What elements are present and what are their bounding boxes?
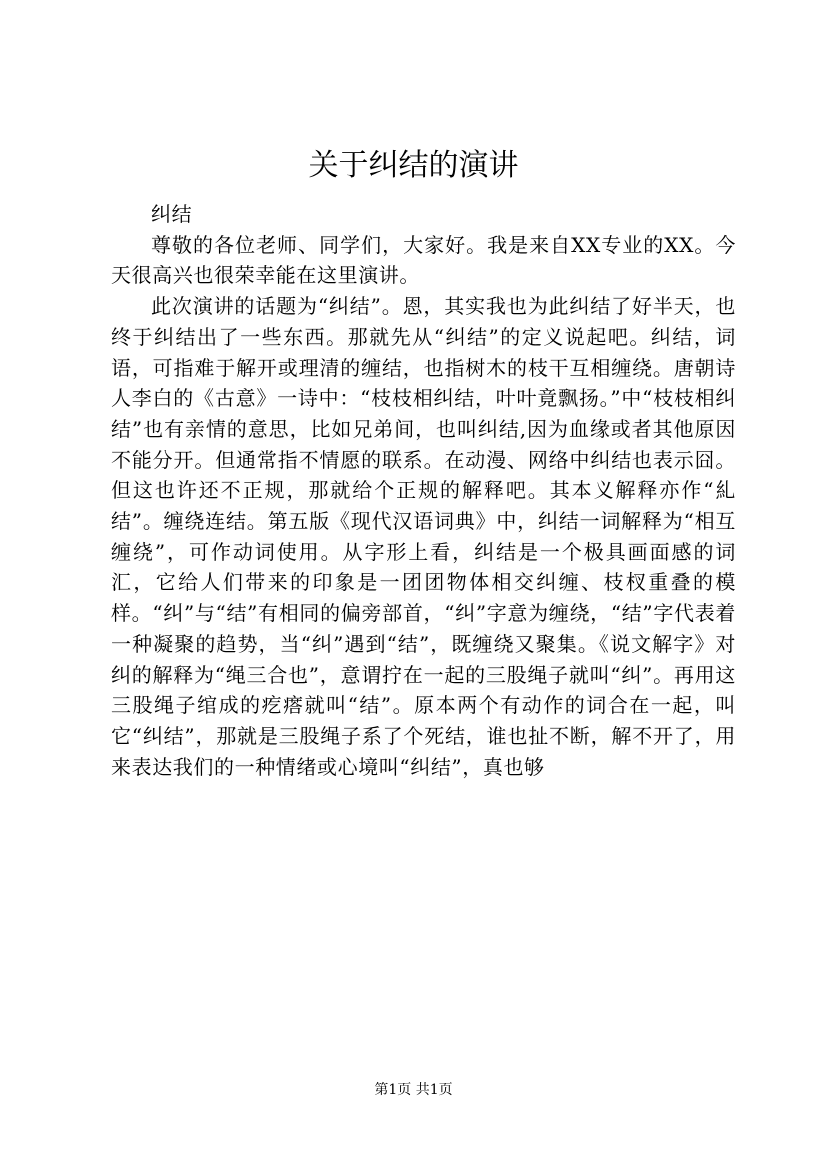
paragraph-greeting: 尊敬的各位老师、同学们，大家好。我是来自XX专业的XX。今天很高兴也很荣幸能在这里演讲。	[111, 232, 736, 288]
section-subheading: 纠结	[151, 202, 193, 226]
document-body	[111, 199, 736, 782]
page-footer: 第1页 共1页	[374, 1082, 453, 1098]
document-title: 关于纠结的演讲	[308, 148, 519, 183]
paragraph-topic: 此次演讲的话题为“纠结”。恩，其实我也为此纠结了好半天，也终于纠结出了一些东西。那就先从“纠结”的定义说起吧。纠结，词语，可指难于解开或理清的缠结，也指树木的枝干互相缠绕。唐朝诗人李白的《古意》一诗中：“枝枝相纠结，叶叶竟飘扬。”中“枝枝相纠结”也有亲情的意思，比如兄弟间，也叫纠结,因为血缘或者其他原因不能分开。但通常指不情愿的联系。在动漫、网络中纠结也表示囧。但这也许还不正规，那就给个正规的解释吧。其本义解释亦作“糺结”。缠绕连结。第五版《现代汉语词典》中，纠结一词解释为“相互缠绕”，可作动词使用。从字形上看，纠结是一个极具画面感的词汇，它给人们带来的印象是一团团物体相交纠缠、枝杈重叠的模样。“纠”与“结”有相同的偏旁部首，“纠”字意为缠绕，“结”字代表着一种凝聚的趋势，当“纠”遇到“结”，既缠绕又聚集。《说文解字》对纠的解释为“绳三合也”，意谓拧在一起的三股绳子就叫“纠”。再用这三股绳子绾成的疙瘩就叫“结”。原本两个有动作的词合在一起，叫它“纠结”，那就是三股绳子系了个死结，谁也扯不断，解不开了，用来表达我们的一种情绪或心境叫“纠结”，真也够	[111, 294, 736, 779]
